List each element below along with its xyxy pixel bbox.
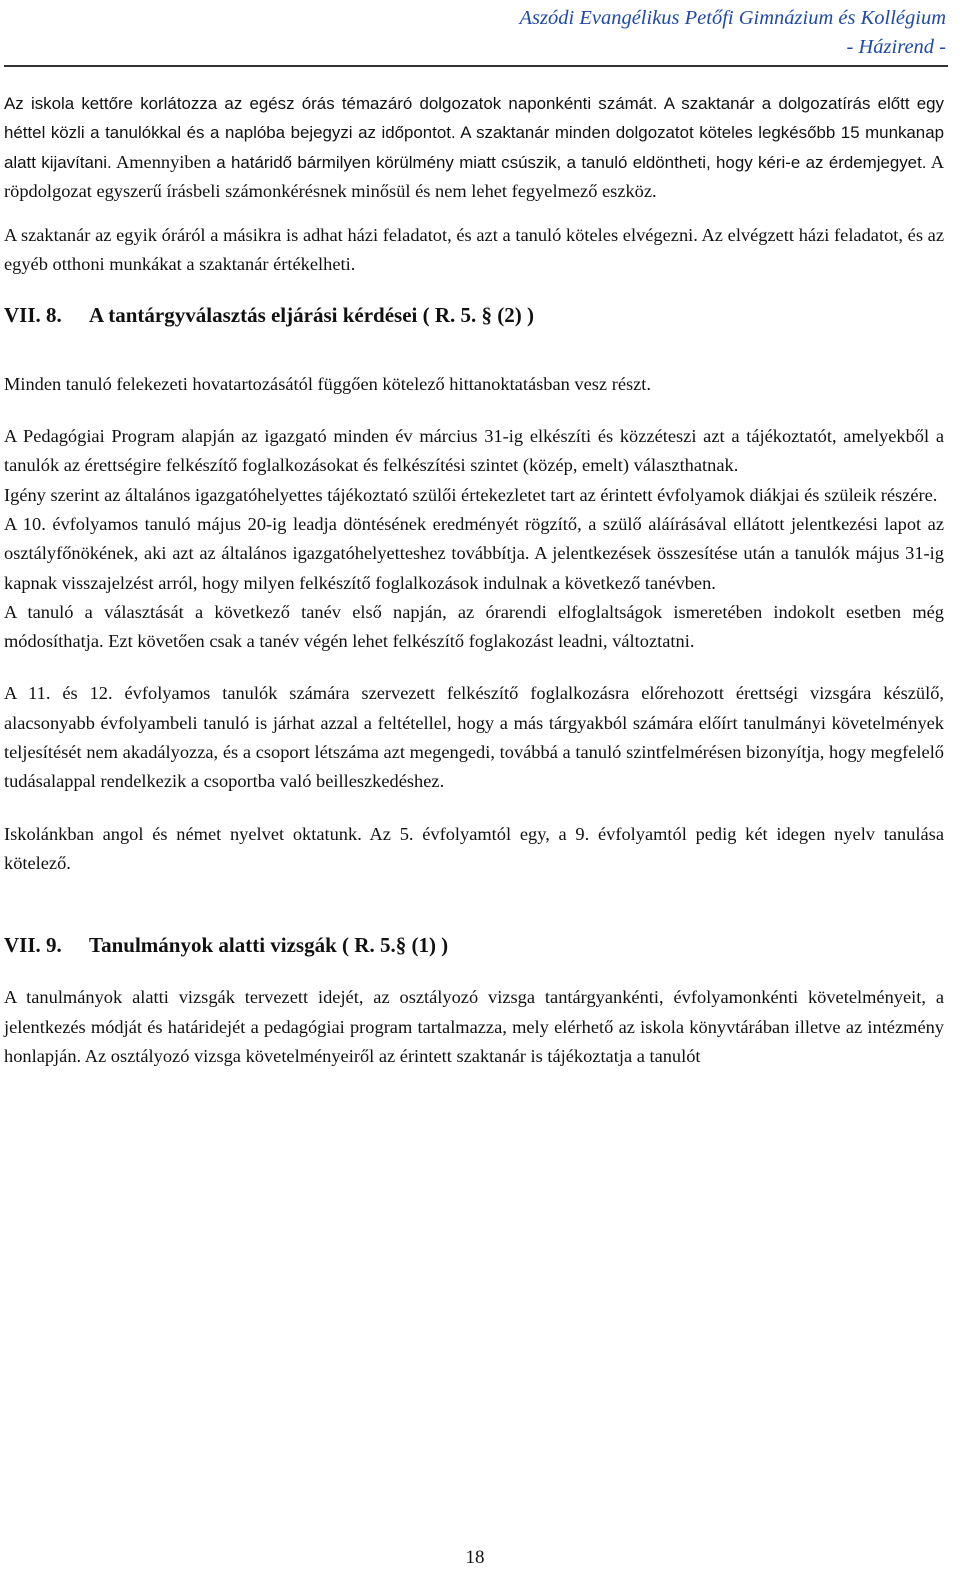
document-body — [4, 89, 944, 1071]
paragraph-tests — [4, 89, 944, 206]
paragraph-parent-meeting: Igény szerint az általános igazgatóhelyettes tájékoztató szülői értekezletet tart az érintett évfolyamok diákjai és szüleik részére. — [4, 484, 938, 505]
paragraph-pedagogical-program: A Pedagógiai Program alapján az igazgató minden év március 31-ig elkészíti és közzéteszi azt a tájékoztatót, amelyekből a tanulók az érettségire felkészítő foglalkozásokat és felkészítési szintet (közép, emelt) választhatnak. — [4, 426, 944, 476]
paragraph-tests-part-1: Az iskola kettőre korlátozza az egész órás témazáró dolgozatok naponkénti számát. A szaktanár a dolgozatírás előtt egy héttel közli a tanulókkal és a naplóba bejegyzi az időpontot. A szaktanár minden dolgozatot köteles legkésőbb 15 munkanap alatt kijavítani. — [4, 94, 944, 172]
paragraph-homework: A szaktanár az egyik óráról a másikra is adhat házi feladatot, és azt a tanuló köteles elvégezni. Az elvégzett házi feladatot, és az egyéb otthoni munkákat a szaktanár értékelheti. — [4, 225, 944, 275]
section-number-vii-8: VII. 8. — [4, 302, 62, 327]
paragraph-languages: Iskolánkban angol és német nyelvet oktatunk. Az 5. évfolyamtól egy, a 9. évfolyamtól pedig két idegen nyelv tanulása kötelező. — [4, 823, 944, 873]
section-title-vii-9: Tanulmányok alatti vizsgák ( R. 5.§ (1) ) — [89, 933, 449, 958]
paragraph-grade-10: A 10. évfolyamos tanuló május 20-ig leadja döntésének eredményét rögzítő, a szülő aláírásával ellátott jelentkezési lapot az osztályfőnökének, aki azt az általános igazgatóhelyetteshez továbbítja. A jelentkezések összesítése után a tanulók május 31-ig kapnak visszajelzést arról, hogy milyen felkészítő foglalkozások indulnak a következő tanévben. — [4, 513, 944, 593]
paragraph-tests-part-4: A röpdolgozat egyszerű írásbeli számonkérésnek minősül és nem lehet fegyelmező eszköz. — [4, 151, 944, 201]
section-number-vii-9: VII. 9. — [4, 933, 62, 958]
header-document-title: - Házirend - — [846, 36, 946, 58]
section-heading-vii-8 — [4, 300, 944, 330]
section-heading-vii-9 — [4, 930, 944, 960]
paragraph-exams: A tanulmányok alatti vizsgák tervezett idejét, az osztályozó vizsga tantárgyankénti, évfolyamonkénti követelményeit, a jelentkezés módját és határidejét a pedagógiai program tartalmazza, mely elérhető az iskola könyvtárában illetve az intézmény honlapján. Az osztályozó vizsga követelményeiről az érintett szaktanár is tájékoztatja a tanulót — [4, 987, 944, 1066]
paragraph-grade-11-12: A 11. és 12. évfolyamos tanulók számára szervezett felkészítő foglalkozásra előrehozott érettségi vizsgára készülő, alacsonyabb évfolyambeli tanuló is járhat azzal a feltétellel, hogy a más tárgyakból számára előírt tanulmányi követelmények teljesítését nem akadályozza, és a csoport létszáma azt megengedi, továbbá a tanuló szintfelmérésen bizonyítja, hogy megfelelő tudásalappal rendelkezik a csoportba való beilleszkedéshez. — [4, 683, 944, 792]
header-divider — [4, 65, 948, 67]
header-school-name: Aszódi Evangélikus Petőfi Gimnázium és Kollégium — [519, 7, 946, 29]
paragraph-tests-part-3: a határidő bármilyen körülmény miatt csúszik, a tanuló eldöntheti, hogy kéri-e az érdemjegyet. — [216, 152, 927, 172]
paragraph-tests-part-2: Amennyiben — [111, 151, 217, 172]
section-title-vii-8: A tantárgyválasztás eljárási kérdései ( R. 5. § (2) ) — [89, 302, 534, 327]
paragraph-modification: A tanuló a választását a következő tanév első napján, az órarendi elfoglaltságok ismeretében indokolt esetben még módosíthatja. Ezt követően csak a tanév végén lehet felkészítő foglakozást leadni, változtatni. — [4, 601, 944, 652]
page-number: 18 — [465, 1547, 485, 1568]
document-header — [0, 4, 946, 62]
paragraph-religion: Minden tanuló felekezeti hovatartozásától függően kötelező hittanoktatásban vesz részt. — [4, 373, 652, 394]
